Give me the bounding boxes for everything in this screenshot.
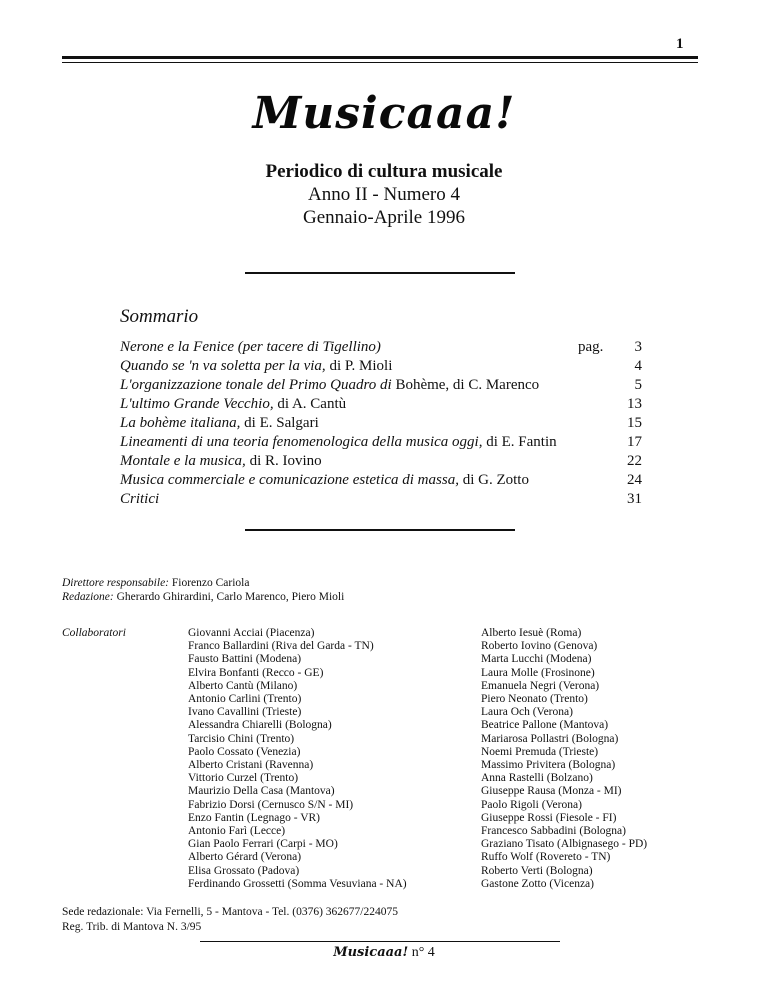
- toc-entry-title-italic: Montale e la musica,: [120, 453, 246, 469]
- toc-page-number: 5: [634, 377, 642, 393]
- collaboratore-name: Alberto Iesuè (Roma): [481, 627, 582, 639]
- toc-entry-title: [120, 376, 578, 395]
- header-rule-thin: [62, 62, 698, 63]
- toc-entry-title-italic: L'ultimo Grande Vecchio,: [120, 396, 274, 412]
- collaboratore-name: Ferdinando Grossetti (Somma Vesuviana - NA): [188, 877, 407, 890]
- collaboratori-label: Collaboratori: [62, 627, 126, 639]
- toc-pag-label: [578, 395, 614, 414]
- direttore-line: [62, 576, 344, 590]
- divider-bottom: [245, 529, 515, 531]
- toc-entry: [120, 357, 642, 376]
- sommario-heading: Sommario: [120, 306, 199, 327]
- collaboratore-name: Laura Och (Verona): [481, 706, 573, 719]
- toc-entry-author: di G. Zotto: [458, 472, 529, 488]
- toc-entry-author: di P. Mioli: [325, 358, 393, 374]
- toc-entry: [120, 471, 642, 490]
- collaboratore-name: Laura Molle (Frosinone): [481, 666, 595, 679]
- toc-entry-title: [120, 414, 578, 433]
- direttore-label: Direttore responsabile:: [62, 577, 169, 589]
- toc-pag-label: [578, 376, 614, 395]
- toc-entry-title-italic: Nerone e la Fenice (per tacere di Tigellino): [120, 339, 381, 355]
- toc-entry-author: Bohème, di C. Marenco: [391, 377, 540, 393]
- collaboratore-name: Vittorio Curzel (Trento): [188, 772, 299, 785]
- collaboratore-name: Paolo Rigoli (Verona): [481, 798, 582, 811]
- collaboratore-name: Maurizio Della Casa (Mantova): [188, 785, 335, 798]
- toc-pag-label: [578, 357, 614, 376]
- collaboratore-name: Marta Lucchi (Modena): [481, 653, 592, 666]
- redazione-names: Gherardo Ghirardini, Carlo Marenco, Piero Mioli: [113, 591, 345, 603]
- collaboratore-name: Piero Neonato (Trento): [481, 693, 588, 706]
- collaboratore-name: Alessandra Chiarelli (Bologna): [188, 719, 332, 732]
- collaboratori-column-2: [481, 627, 647, 891]
- toc-page-number: 31: [627, 491, 642, 507]
- collaboratore-name: Francesco Sabbadini (Bologna): [481, 825, 626, 838]
- footer-brand: [0, 945, 768, 961]
- toc-entry: [120, 338, 642, 357]
- redazione-line: [62, 590, 344, 604]
- toc-entry-title: [120, 357, 578, 376]
- collaboratore-name: Roberto Verti (Bologna): [481, 864, 593, 877]
- collaboratore-name: Fausto Battini (Modena): [188, 653, 302, 666]
- table-of-contents: [120, 338, 642, 509]
- toc-entry-title: [120, 471, 578, 490]
- collaboratore-name: Giuseppe Rossi (Fiesole - FI): [481, 811, 617, 824]
- toc-entry-title: [120, 338, 578, 357]
- footer-address: [62, 905, 398, 935]
- toc-entry-title: [120, 395, 578, 414]
- direttore-name: Fiorenzo Cariola: [169, 577, 250, 589]
- page-number: 1: [676, 36, 684, 52]
- toc-page-number: 13: [627, 396, 642, 412]
- redazione-label: Redazione:: [62, 591, 114, 603]
- collaboratore-name: Anna Rastelli (Bolzano): [481, 772, 593, 785]
- toc-pag-label: [578, 490, 614, 509]
- footer-logo: Musicaaa!: [333, 945, 409, 960]
- toc-page-number: 4: [634, 358, 642, 374]
- toc-entry: [120, 376, 642, 395]
- toc-entry-title: [120, 452, 578, 471]
- toc-pag-label: [578, 414, 614, 433]
- collaboratore-name: Paolo Cossato (Venezia): [188, 745, 301, 758]
- collaboratore-name: Beatrice Pallone (Mantova): [481, 719, 609, 732]
- toc-entry-author: di A. Cantù: [273, 396, 347, 412]
- toc-entry-title-italic: La bohème italiana,: [120, 415, 241, 431]
- collaboratore-name: Mariarosa Pollastri (Bologna): [481, 732, 619, 745]
- toc-page-number: 22: [627, 453, 642, 469]
- registrazione: Reg. Trib. di Mantova N. 3/95: [62, 921, 202, 933]
- toc-page-number: 15: [627, 415, 642, 431]
- collaboratore-name: Giovanni Acciai (Piacenza): [188, 627, 315, 639]
- subtitle-line-2: Anno II - Numero 4: [308, 184, 460, 205]
- collaboratore-name: Franco Ballardini (Riva del Garda - TN): [188, 640, 374, 653]
- collaboratore-name: Antonio Carlini (Trento): [188, 693, 302, 706]
- collaboratore-name: Gastone Zotto (Vicenza): [481, 877, 594, 890]
- toc-pag-label: pag.: [578, 339, 604, 355]
- toc-page-number: 17: [627, 434, 642, 450]
- collaboratore-name: Enzo Fantin (Legnago - VR): [188, 811, 321, 824]
- toc-entry: [120, 452, 642, 471]
- toc-entry: [120, 433, 642, 452]
- collaboratore-name: Ruffo Wolf (Rovereto - TN): [481, 851, 611, 864]
- toc-entry-title-italic: Lineamenti di una teoria fenomenologica della musica oggi,: [120, 434, 483, 450]
- toc-entry-title-italic: Musica commerciale e comunicazione estetica di massa,: [120, 472, 459, 488]
- collaboratore-name: Roberto Iovino (Genova): [481, 640, 598, 653]
- collaboratore-name: Ivano Cavallini (Trieste): [188, 706, 302, 719]
- masthead-subtitle: [0, 160, 768, 229]
- toc-pag-label: [578, 433, 614, 452]
- toc-entry: [120, 490, 642, 509]
- collaboratore-name: Elisa Grossato (Padova): [188, 864, 300, 877]
- toc-entry-title-italic: Quando se 'n va soletta per la via,: [120, 358, 326, 374]
- collaboratore-name: Antonio Farì (Lecce): [188, 825, 286, 838]
- subtitle-line-1: Periodico di cultura musicale: [265, 161, 503, 182]
- masthead-logo: Musicaaa!: [252, 88, 516, 139]
- toc-entry-title-italic: L'organizzazione tonale del Primo Quadro di: [120, 377, 392, 393]
- divider-top: [245, 272, 515, 274]
- collaboratore-name: Elvira Bonfanti (Recco - GE): [188, 666, 324, 679]
- credits-block: [62, 576, 344, 604]
- toc-entry: [120, 395, 642, 414]
- collaboratore-name: Gian Paolo Ferrari (Carpi - MO): [188, 838, 338, 851]
- toc-entry-author: di E. Salgari: [240, 415, 319, 431]
- toc-pag-label: [578, 452, 614, 471]
- toc-entry-title: [120, 490, 578, 509]
- collaboratore-name: Massimo Privitera (Bologna): [481, 759, 616, 772]
- toc-pag-label: [578, 471, 614, 490]
- collaboratore-name: Fabrizio Dorsi (Cernusco S/N - MI): [188, 798, 354, 811]
- collaboratore-name: Alberto Gérard (Verona): [188, 851, 302, 864]
- subtitle-line-3: Gennaio-Aprile 1996: [303, 207, 465, 228]
- toc-page-number: 3: [634, 339, 642, 355]
- collaboratore-name: Alberto Cantù (Milano): [188, 679, 298, 692]
- collaboratore-name: Tarcisio Chini (Trento): [188, 732, 295, 745]
- collaboratore-name: Graziano Tisato (Albignasego - PD): [481, 838, 648, 851]
- collaboratore-name: Noemi Premuda (Trieste): [481, 745, 599, 758]
- sede-redazionale: Sede redazionale: Via Fernelli, 5 - Mantova - Tel. (0376) 362677/224075: [62, 906, 398, 918]
- collaboratore-name: Giuseppe Rausa (Monza - MI): [481, 785, 622, 798]
- collaboratori-column-1: [188, 627, 407, 891]
- header-rule-thick: [62, 56, 698, 59]
- toc-entry-author: di R. Iovino: [245, 453, 322, 469]
- footer-rule: [200, 941, 560, 942]
- toc-page-number: 24: [627, 472, 642, 488]
- collaboratore-name: Alberto Cristani (Ravenna): [188, 759, 314, 772]
- issue-number: n° 4: [411, 945, 435, 960]
- toc-entry-title-italic: Critici: [120, 491, 160, 507]
- toc-entry: [120, 414, 642, 433]
- toc-entry-title: [120, 433, 578, 452]
- toc-entry-author: di E. Fantin: [482, 434, 557, 450]
- collaboratore-name: Emanuela Negri (Verona): [481, 679, 600, 692]
